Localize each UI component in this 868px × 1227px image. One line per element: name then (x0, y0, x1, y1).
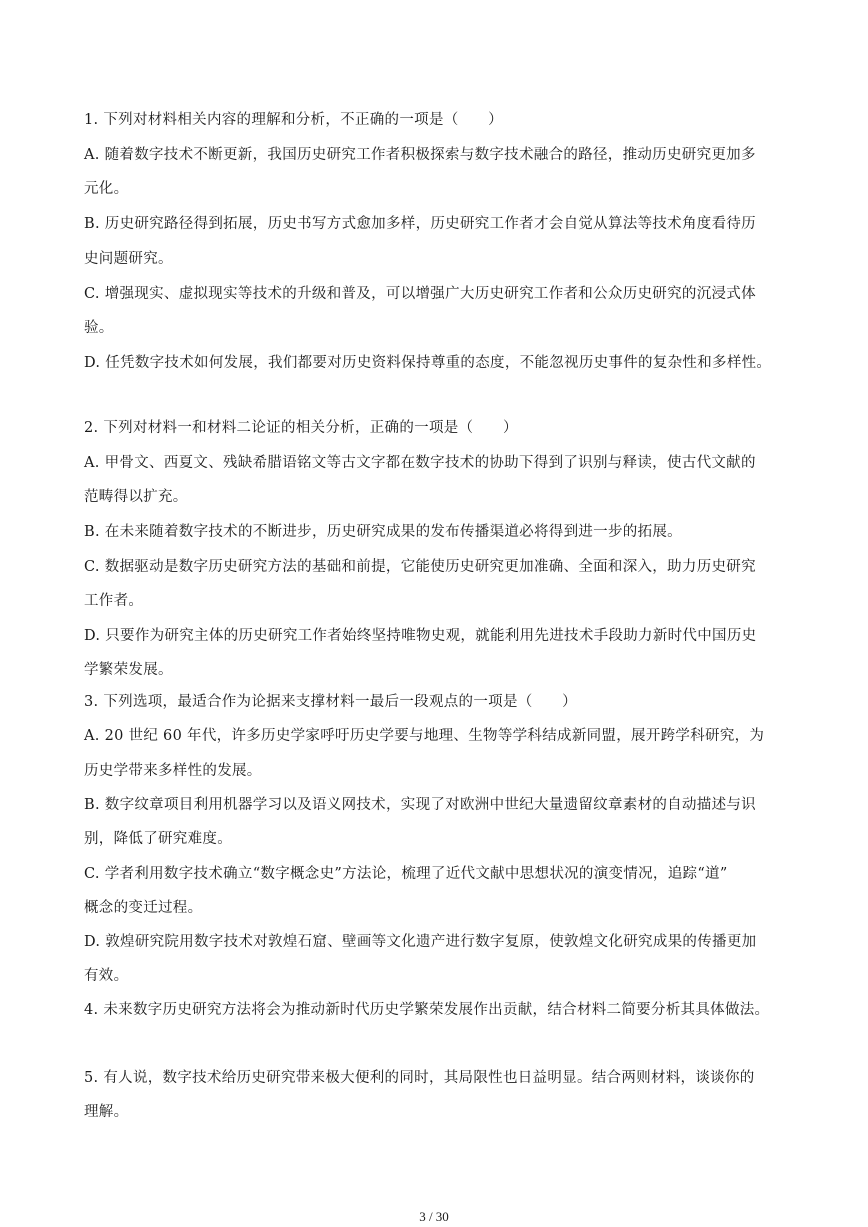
question-3-option-d-line-2: 有效。 (84, 968, 129, 984)
page-number: 3 / 30 (419, 1209, 449, 1224)
question-5-stem: 5. 有人说，数字技术给历史研究带来极大便利的同时，其局限性也日益明显。结合两则材料，谈谈你的 (84, 1070, 755, 1086)
question-3-option-c-line-1: C. 学者利用数字技术确立“数字概念史”方法论，梳理了近代文献中思想状况的演变情况，追踪“道” (84, 866, 728, 882)
question-1-option-b-line-1: B. 历史研究路径得到拓展，历史书写方式愈加多样，历史研究工作者才会自觉从算法等技术角度看待历 (84, 216, 756, 232)
question-3-option-a-line-1: A. 20 世纪 60 年代，许多历史学家呼吁历史学要与地理、生物等学科结成新同盟，展开跨学科研究，为 (84, 728, 765, 744)
question-1-option-c-line-1: C. 增强现实、虚拟现实等技术的升级和普及，可以增强广大历史研究工作者和公众历史研究的沉浸式体 (84, 286, 756, 302)
question-5-stem-continued: 理解。 (84, 1104, 129, 1120)
question-3-option-a-line-2: 历史学带来多样性的发展。 (84, 763, 262, 779)
question-1-option-a-line-1: A. 随着数字技术不断更新，我国历史研究工作者积极探索与数字技术融合的路径，推动历史研究更加多 (84, 147, 756, 163)
question-1-option-b-line-2: 史问题研究。 (84, 251, 173, 267)
question-3-option-b-line-1: B. 数字纹章项目利用机器学习以及语义网技术，实现了对欧洲中世纪大量遗留纹章素材的自动描述与识 (84, 797, 756, 813)
question-3-option-c-line-2: 概念的变迁过程。 (84, 900, 203, 916)
question-2-option-c-line-2: 工作者。 (84, 593, 144, 609)
question-1-option-d-line-1: D. 任凭数字技术如何发展，我们都要对历史资料保持尊重的态度，不能忽视历史事件的复杂性和多样性。 (84, 355, 772, 371)
question-3-option-d-line-1: D. 敦煌研究院用数字技术对敦煌石窟、壁画等文化遗产进行数字复原，使敦煌文化研究成果的传播更加 (84, 934, 757, 950)
question-2-option-d-line-2: 学繁荣发展。 (84, 662, 173, 678)
question-4-stem: 4. 未来数字历史研究方法将会为推动新时代历史学繁荣发展作出贡献，结合材料二简要分析其具体做法。 (84, 1002, 770, 1018)
question-1-stem: 1. 下列对材料相关内容的理解和分析，不正确的一项是（ ） (84, 112, 503, 128)
question-2-option-c-line-1: C. 数据驱动是数字历史研究方法的基础和前提，它能使历史研究更加准确、全面和深入，助力历史研究 (84, 559, 756, 575)
question-3-stem: 3. 下列选项，最适合作为论据来支撑材料一最后一段观点的一项是（ ） (84, 694, 577, 710)
question-2-stem: 2. 下列对材料一和材料二论证的相关分析，正确的一项是（ ） (84, 420, 518, 436)
question-2-option-a-line-1: A. 甲骨文、西夏文、残缺希腊语铭文等古文字都在数字技术的协助下得到了识别与释读，使古代文献的 (84, 455, 756, 471)
question-1-option-c-line-2: 验。 (84, 320, 114, 336)
question-2-option-a-line-2: 范畴得以扩充。 (84, 489, 188, 505)
question-2-option-d-line-1: D. 只要作为研究主体的历史研究工作者始终坚持唯物史观，就能利用先进技术手段助力新时代中国历史 (84, 628, 757, 644)
question-1-option-a-line-2: 元化。 (84, 181, 129, 197)
question-2-option-b-line-1: B. 在未来随着数字技术的不断进步，历史研究成果的发布传播渠道必将得到进一步的拓展。 (84, 524, 682, 540)
question-3-option-b-line-2: 别，降低了研究难度。 (84, 831, 232, 847)
